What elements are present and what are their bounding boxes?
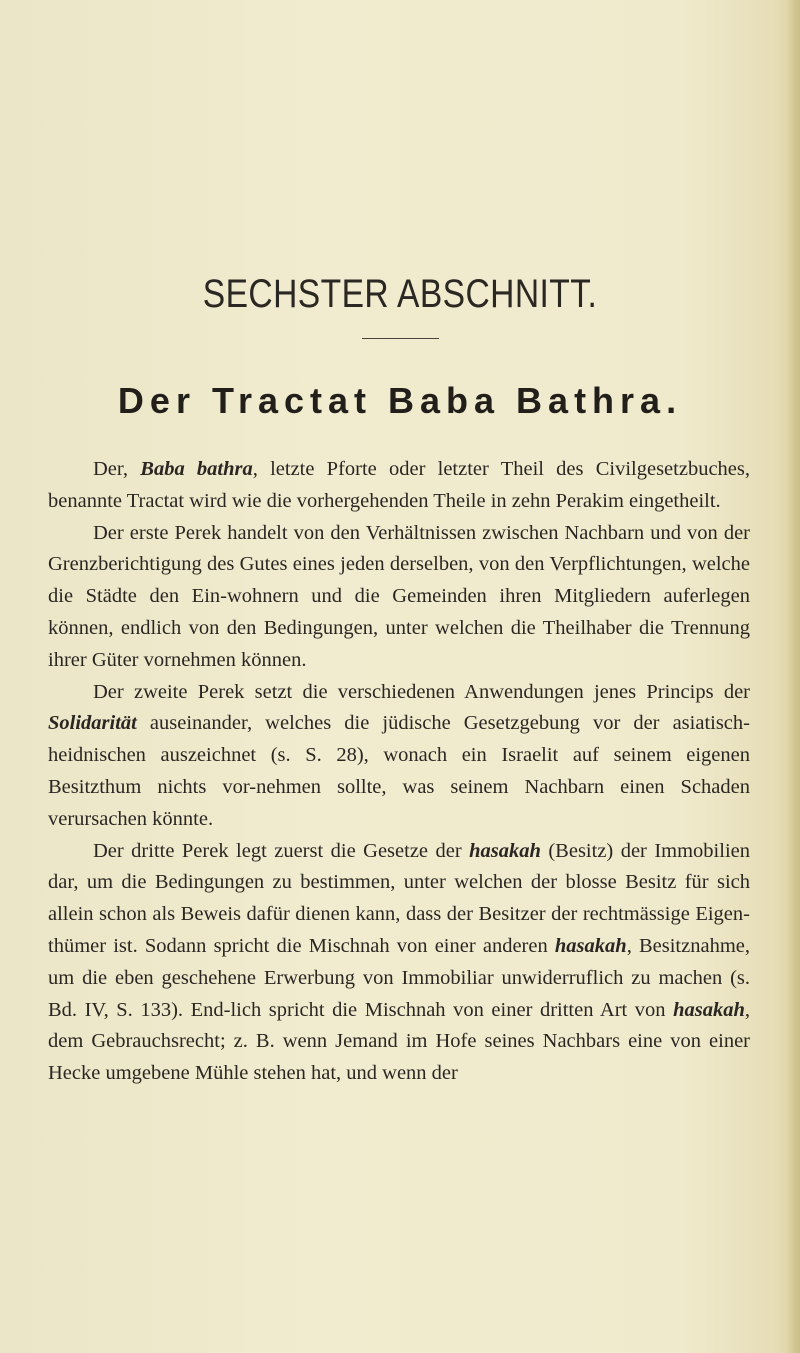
text-run: auseinander, welches die jüdische Gesetzgebung vor der asiatisch-heidnischen auszeichnet (s. S. 28), wonach ein Israelit auf seinem eigenen Besitzthum nichts vor-nehmen sollte, was seinem Nachbarn einen Schaden verursachen könnte.: [48, 712, 750, 830]
paragraph-3: [48, 677, 750, 836]
emphasized-term: hasakah: [469, 839, 541, 862]
text-run: , dem Gebrauchsrecht; z. B. wenn Jemand im Hofe seines Nachbars eine von einer Hecke umgebene Mühle stehen hat, und wenn der: [48, 998, 750, 1085]
text-run: Der,: [93, 458, 141, 480]
text-run: Der dritte Perek legt zuerst die Gesetze der: [93, 839, 470, 862]
heading-divider: [362, 338, 439, 339]
paragraph-1: [48, 454, 750, 518]
text-run: Der zweite Perek setzt die verschiedenen Anwendungen jenes Princips der: [93, 680, 750, 703]
emphasized-term: hasakah: [554, 934, 627, 957]
text-run: , letzte Pforte oder letzter Theil des Civilgesetzbuches, benannte Tractat wird wie die vorhergehenden Theile in zehn Perakim eingetheilt.: [48, 458, 750, 512]
paragraph-2: Der erste Perek handelt von den Verhältnissen zwischen Nachbarn und von der Grenzberichtigung des Gutes eines jeden derselben, von den Verpflichtungen, welche die Städte den Ein-wohnern und die Gemeinden ihren Mitgliedern auferlegen können, endlich von den Bedingungen, unter welchen die Theilhaber die Trennung ihrer Güter vornehmen können.: [48, 521, 750, 671]
emphasized-term: Solidarität: [48, 712, 137, 735]
page-edge-shadow: [786, 0, 800, 1353]
emphasized-term: Baba bathra: [140, 458, 253, 480]
text-run: (Besitz) der Immobilien dar, um die Bedingungen zu bestimmen, unter welchen der blosse Besitz für sich allein schon als Beweis dafür dienen kann, dass der Besitzer der rechtmässige Eigen-thümer ist. Sodann spricht die Mischnah von einer anderen: [48, 839, 750, 957]
chapter-heading: SECHSTER ABSCHNITT.: [202, 272, 598, 316]
paragraph-4: [48, 836, 750, 1090]
text-run: , Besitznahme, um die eben geschehene Erwerbung von Immobiliar unwiderruflich zu machen (s. Bd. IV, S. 133). End-lich spricht die Mischnah von einer dritten Art von: [48, 934, 750, 1021]
tractate-title: Der Tractat Baba Bathra.: [117, 380, 683, 421]
emphasized-term: hasakah: [673, 998, 745, 1021]
body-text: [48, 454, 750, 1090]
